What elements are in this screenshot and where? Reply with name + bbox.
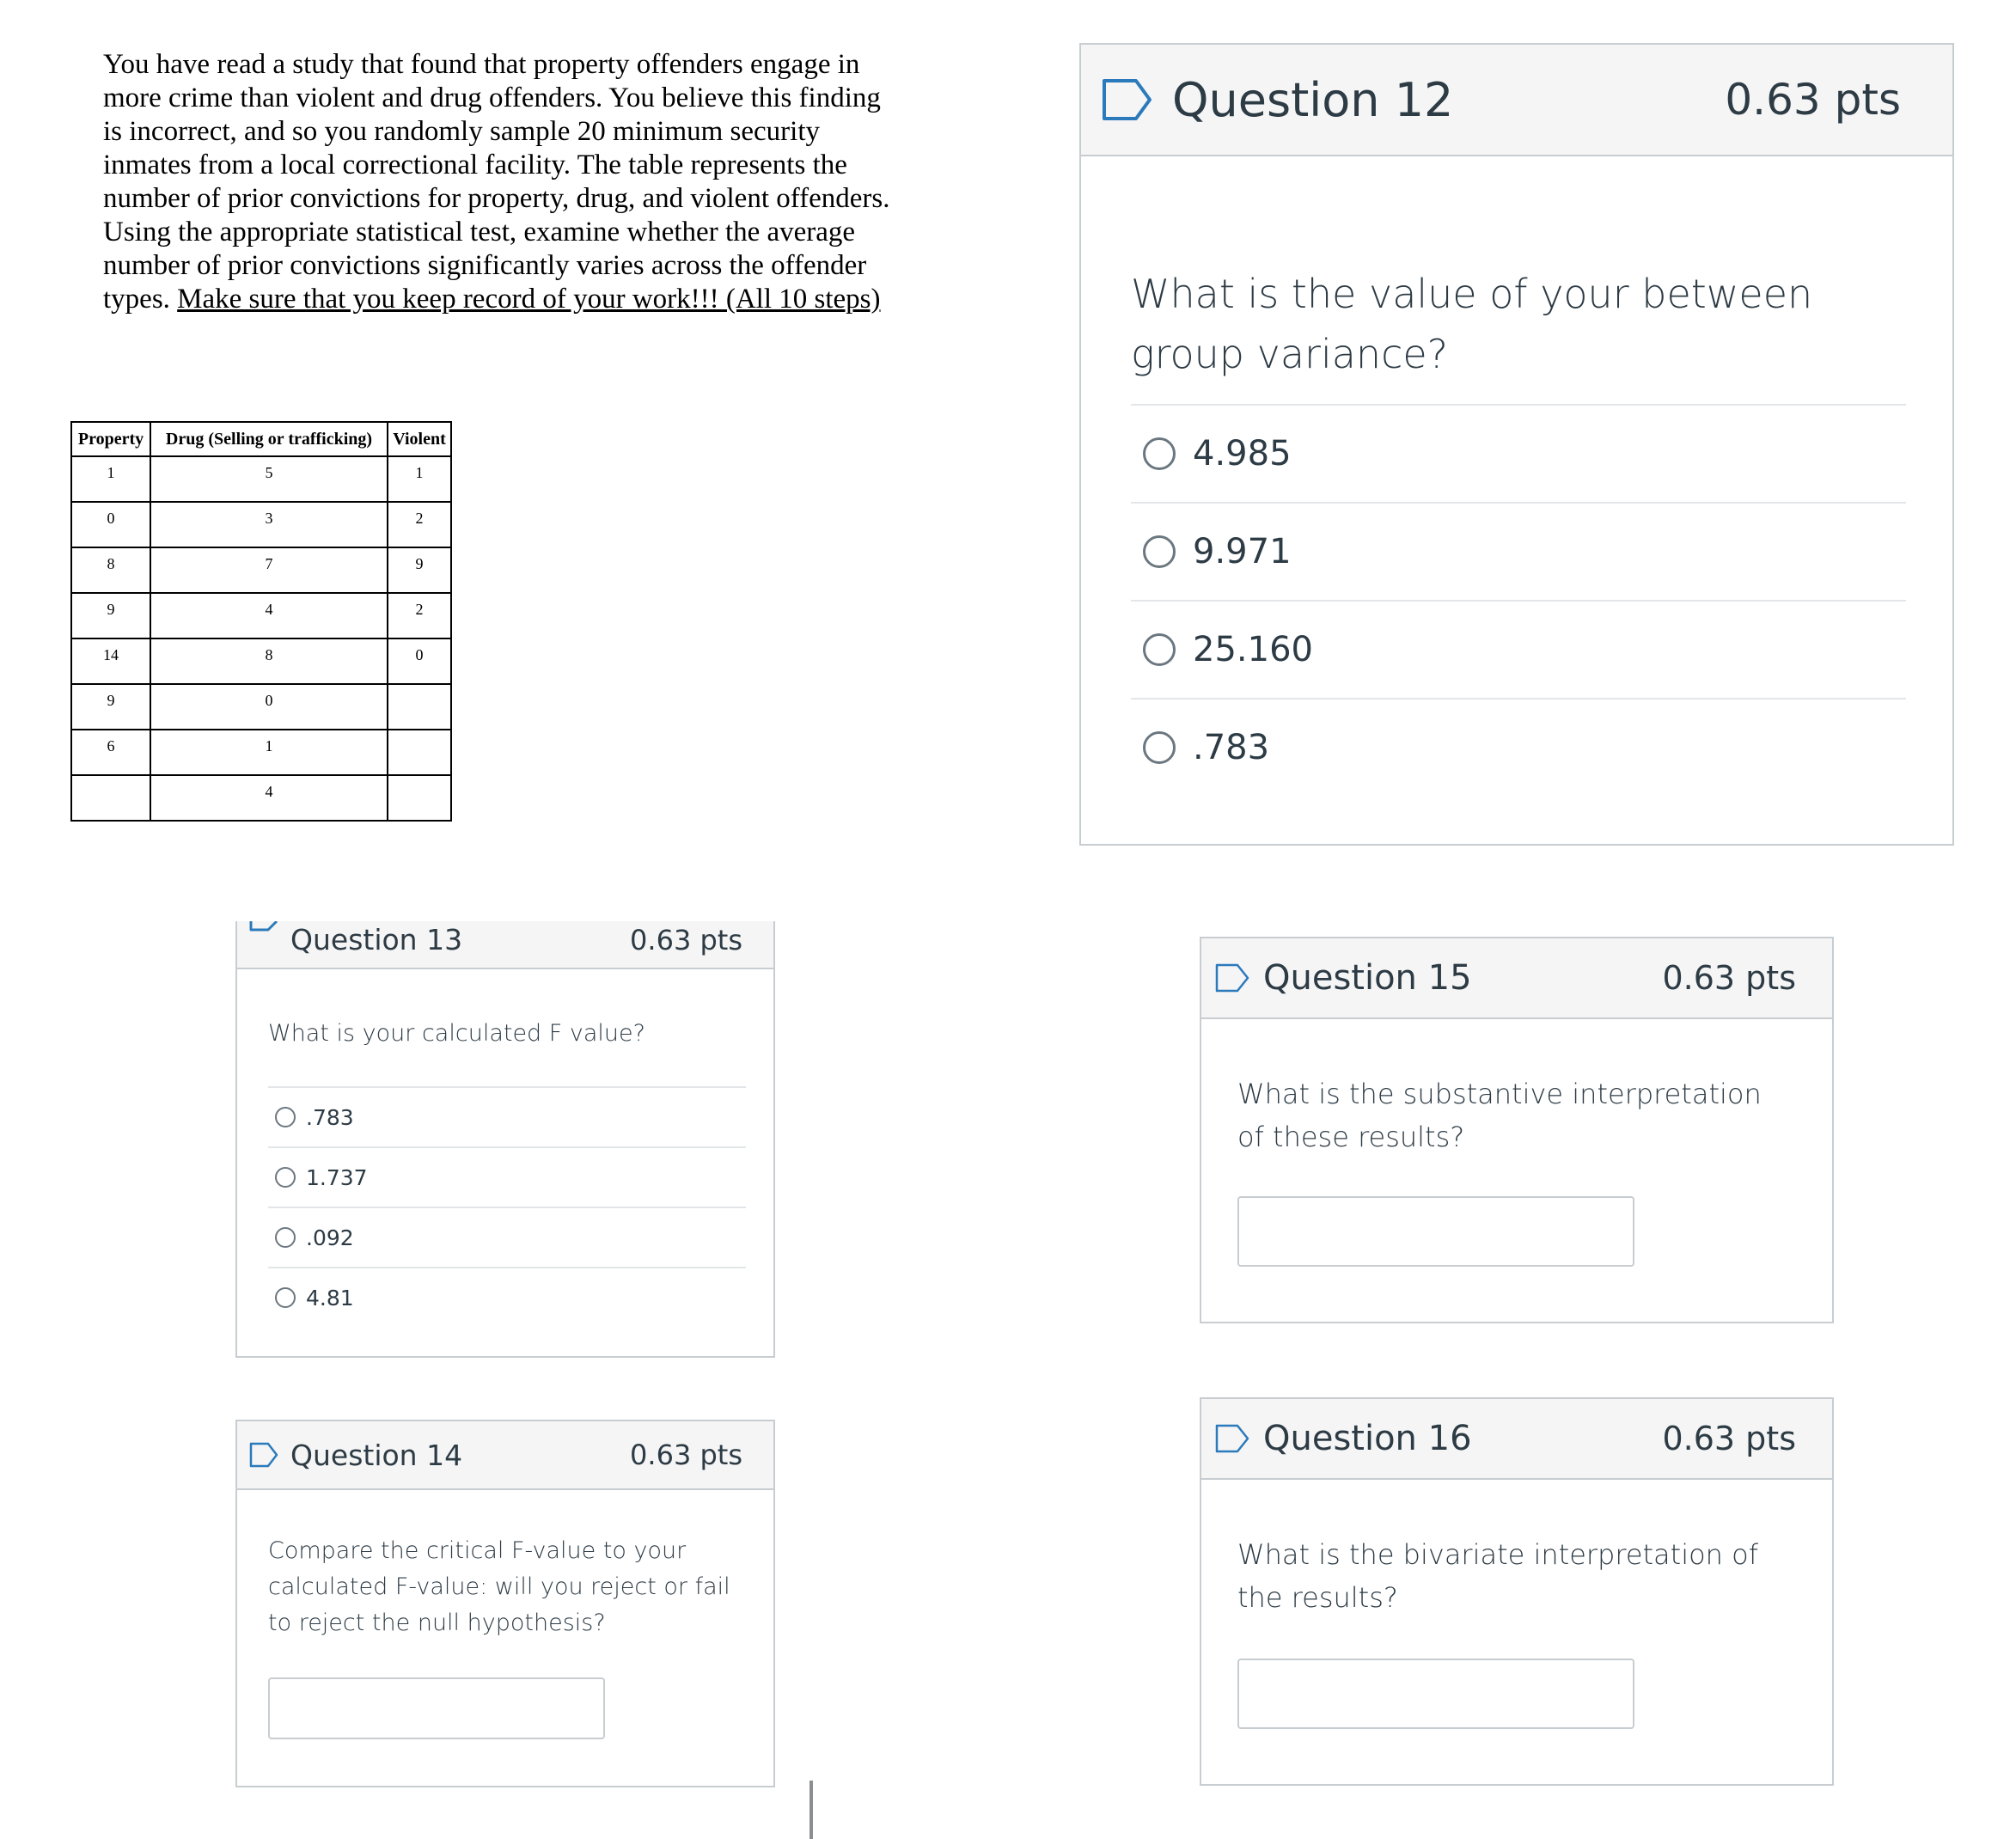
table-row (71, 456, 451, 502)
flag-outline-icon[interactable] (1102, 78, 1153, 121)
problem-emphasis: Make sure that you keep record of your work!!! (All 10 steps) (177, 284, 881, 315)
answer-option[interactable] (268, 1207, 746, 1267)
table-cell: 4 (150, 775, 388, 821)
table-cell: 2 (388, 502, 451, 547)
table-cell: 5 (150, 456, 388, 502)
question-15-card (1200, 937, 1834, 1323)
text-cursor-line (809, 1781, 813, 1839)
question-16-title: Question 16 (1263, 1419, 1472, 1458)
table-cell: 8 (71, 547, 150, 593)
radio-button-icon[interactable] (1143, 731, 1176, 764)
question-12-header (1081, 45, 1952, 156)
table-cell: 9 (71, 684, 150, 730)
flag-outline-icon[interactable] (1215, 1424, 1249, 1453)
answer-input[interactable] (1237, 1196, 1634, 1267)
question-16-points: 0.63 pts (1662, 1420, 1796, 1457)
table-cell (388, 775, 451, 821)
question-12-points: 0.63 pts (1725, 75, 1901, 125)
radio-button-icon[interactable] (1143, 437, 1176, 470)
answer-label: .783 (306, 1104, 354, 1130)
answer-label: 9.971 (1193, 532, 1292, 571)
header-drug: Drug (Selling or trafficking) (150, 422, 388, 456)
flag-outline-icon[interactable] (249, 1442, 278, 1468)
question-13-title: Question 13 (290, 923, 463, 956)
answer-option[interactable] (268, 1086, 746, 1146)
table-cell: 1 (71, 456, 150, 502)
header-property: Property (71, 422, 150, 456)
radio-button-icon[interactable] (1143, 633, 1176, 666)
table-header-row (71, 422, 451, 456)
question-13-header (237, 921, 773, 969)
answer-input[interactable] (1237, 1659, 1634, 1729)
answer-option[interactable] (1131, 698, 1906, 796)
question-13-text: What is your calculated F value? (268, 1020, 645, 1047)
table-cell: 9 (388, 547, 451, 593)
table-cell: 6 (71, 730, 150, 775)
question-12-text: What is the value of your between group variance? (1131, 271, 1813, 377)
answer-label: 4.81 (306, 1285, 354, 1311)
table-cell: 7 (150, 547, 388, 593)
answer-label: 1.737 (306, 1164, 368, 1190)
table-cell: 0 (388, 638, 451, 684)
answer-label: 4.985 (1193, 434, 1292, 473)
table-row (71, 684, 451, 730)
question-13-card (235, 921, 775, 1358)
question-16-header (1201, 1399, 1832, 1480)
flag-outline-icon[interactable] (1215, 963, 1249, 993)
answer-option[interactable] (1131, 600, 1906, 698)
question-16-card (1200, 1397, 1834, 1786)
convictions-table (70, 421, 452, 822)
flag-outline-icon[interactable] (249, 921, 278, 947)
header-violent: Violent (388, 422, 451, 456)
table-cell: 8 (150, 638, 388, 684)
answer-option[interactable] (268, 1267, 746, 1327)
table-row (71, 775, 451, 821)
table-cell: 1 (388, 456, 451, 502)
table-cell: 0 (150, 684, 388, 730)
table-cell: 0 (71, 502, 150, 547)
table-row (71, 730, 451, 775)
answer-option[interactable] (1131, 404, 1906, 502)
radio-button-icon[interactable] (275, 1107, 296, 1127)
question-16-text: What is the bivariate interpretation of the results? (1237, 1538, 1758, 1614)
problem-text: You have read a study that found that property offenders engage in more crime than violent and drug offenders. You believe this finding is incorrect, and so you randomly sample 20 minimum security inmates from a local correctional facility. The table represents the number of prior convictions for property, drug, and violent offenders. Using the appropriate statistical test, examine whether the average number of prior convictions significantly varies across the offender types. (103, 49, 890, 315)
question-13-points: 0.63 pts (630, 924, 742, 956)
question-12-answers (1131, 404, 1906, 796)
table-cell: 14 (71, 638, 150, 684)
question-14-text: Compare the critical F-value to your calculated F-value: will you reject or fail to reject the null hypothesis? (268, 1537, 730, 1636)
question-15-title: Question 15 (1263, 958, 1472, 998)
table-row (71, 593, 451, 638)
question-14-card (235, 1420, 775, 1787)
table-cell (388, 730, 451, 775)
answer-option[interactable] (268, 1146, 746, 1207)
question-15-points: 0.63 pts (1662, 959, 1796, 997)
radio-button-icon[interactable] (275, 1167, 296, 1188)
table-row (71, 502, 451, 547)
problem-statement (103, 48, 894, 316)
answer-label: .092 (306, 1225, 354, 1250)
table-cell: 3 (150, 502, 388, 547)
radio-button-icon[interactable] (275, 1287, 296, 1308)
question-13-answers (268, 1086, 746, 1327)
question-14-points: 0.63 pts (630, 1439, 742, 1471)
table-cell (388, 684, 451, 730)
question-14-header (237, 1421, 773, 1490)
question-15-header (1201, 938, 1832, 1019)
answer-input[interactable] (268, 1677, 605, 1739)
question-12-card (1079, 43, 1954, 846)
table-cell: 9 (71, 593, 150, 638)
answer-label: 25.160 (1193, 630, 1313, 669)
table-row (71, 638, 451, 684)
question-14-title: Question 14 (290, 1438, 463, 1472)
table-row (71, 547, 451, 593)
answer-label: .783 (1193, 728, 1270, 767)
answer-option[interactable] (1131, 502, 1906, 600)
table-cell: 4 (150, 593, 388, 638)
table-cell: 2 (388, 593, 451, 638)
radio-button-icon[interactable] (1143, 535, 1176, 568)
table-cell (71, 775, 150, 821)
radio-button-icon[interactable] (275, 1227, 296, 1248)
question-15-text: What is the substantive interpretation of these results? (1237, 1078, 1762, 1153)
table-cell: 1 (150, 730, 388, 775)
question-12-title: Question 12 (1172, 72, 1454, 127)
